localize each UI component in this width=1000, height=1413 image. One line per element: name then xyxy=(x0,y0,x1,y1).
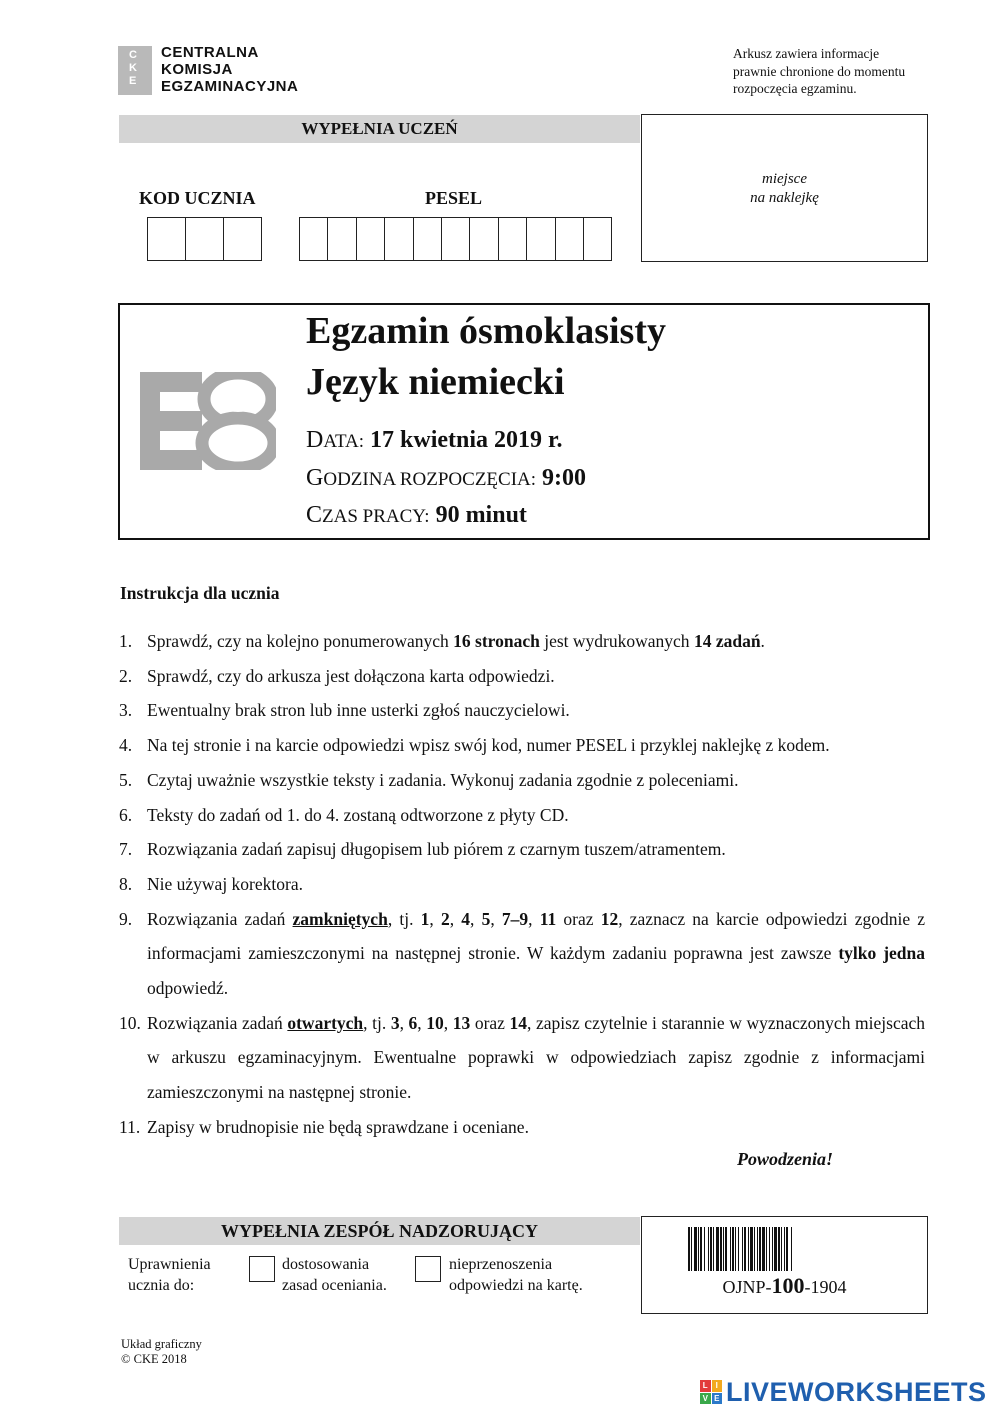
exam-subject: Język niemiecki xyxy=(306,361,565,403)
kod-ucznia-cell[interactable] xyxy=(148,218,186,260)
barcode-bar xyxy=(781,1227,782,1271)
pesel-cell[interactable] xyxy=(584,218,611,260)
barcode-bar xyxy=(762,1227,765,1271)
cke-logo-char: K xyxy=(129,62,137,74)
instruction-item xyxy=(119,659,925,694)
barcode-bar xyxy=(769,1227,770,1271)
start-label: ODZINA ROZPOCZĘCIA: xyxy=(323,469,537,490)
barcode-bar xyxy=(750,1227,753,1271)
duration-value: 90 minut xyxy=(435,502,527,528)
duration-label: C xyxy=(306,502,323,528)
instruction-item xyxy=(119,1110,925,1145)
liveworksheets-watermark xyxy=(700,1378,987,1406)
instruction-text xyxy=(147,728,925,763)
instruction-fragment: Czytaj uważnie wszystkie teksty i zadania. Wykonuj zadania zgodnie z poleceniami. xyxy=(147,769,739,790)
barcode-bar xyxy=(704,1227,705,1271)
instruction-text xyxy=(147,867,925,902)
instruction-item xyxy=(119,624,925,659)
instruction-text xyxy=(147,624,925,659)
barcode-bar xyxy=(791,1227,792,1271)
instruction-bold: 14 xyxy=(509,1012,528,1033)
date-label: ATA: xyxy=(323,431,365,452)
barcode-bar xyxy=(723,1227,724,1271)
instruction-fragment: , xyxy=(490,908,502,929)
barcode-bar xyxy=(754,1227,755,1271)
date-value: 17 kwietnia 2019 r. xyxy=(370,427,563,453)
pesel-cell[interactable] xyxy=(300,218,328,260)
start-value: 9:00 xyxy=(542,465,587,491)
kod-ucznia-field[interactable] xyxy=(147,217,262,261)
barcode-bar xyxy=(698,1227,699,1271)
instruction-number: 5. xyxy=(119,769,133,790)
instruction-fragment: Rozwiązania zadań zapisuj długopisem lub piórem z czarnym tuszem/atramentem. xyxy=(147,839,726,860)
instruction-fragment: , xyxy=(470,908,482,929)
instruction-fragment: , xyxy=(443,1012,453,1033)
instruction-text xyxy=(147,659,925,694)
instruction-fragment: . xyxy=(760,631,765,651)
instruction-item xyxy=(119,728,925,763)
instruction-bold: 13 xyxy=(452,1012,471,1033)
instruction-text xyxy=(147,1006,925,1110)
instruction-fragment: , zapisz czytelnie i starannie w wyznaczonych miejscach w arkuszu egzaminacyjnym. Ewentualne poprawki w odpowiedziach zapisz zgodnie z informacjami zamieszczonymi na następnej stronie. xyxy=(147,1012,926,1103)
instruction-text xyxy=(147,763,925,798)
instructions-list xyxy=(119,624,925,1145)
instruction-item xyxy=(119,902,925,1006)
barcode-bar xyxy=(742,1227,743,1271)
barcode-bar xyxy=(748,1227,749,1271)
instruction-bold: tylko jedna xyxy=(838,943,925,964)
pesel-cell[interactable] xyxy=(442,218,470,260)
instruction-text xyxy=(147,832,925,867)
instruction-text xyxy=(147,693,925,728)
legal-notice-line: rozpoczęcia egzaminu. xyxy=(733,81,857,96)
exam-title: Egzamin ósmoklasisty xyxy=(306,310,666,352)
exam-duration xyxy=(306,500,527,532)
barcode-box xyxy=(641,1216,928,1314)
instruction-emphasis: otwartych xyxy=(287,1012,364,1033)
rights-label xyxy=(128,1254,211,1296)
lw-icon-letter: I xyxy=(712,1380,723,1392)
lw-icon-letter: V xyxy=(700,1393,711,1405)
instruction-fragment: Zapisy w brudnopisie nie będą sprawdzane i oceniane. xyxy=(147,1116,529,1137)
instruction-fragment: , zaznacz na karcie odpowiedzi zgodnie z informacjami zamieszczonymi na następnej stronie. W każdym zadaniu poprawna jest zawsze xyxy=(147,908,926,964)
org-name xyxy=(161,44,298,95)
no-transfer-line: odpowiedzi na kartę. xyxy=(449,1277,583,1294)
student-band-title: WYPEŁNIA UCZEŃ xyxy=(119,115,640,143)
instruction-bold: 12 xyxy=(600,908,619,929)
instruction-number: 6. xyxy=(119,804,133,825)
instruction-fragment: Ewentualny brak stron lub inne usterki zgłoś nauczycielowi. xyxy=(147,700,570,721)
instruction-text xyxy=(147,902,925,1006)
kod-ucznia-label: KOD UCZNIA xyxy=(139,188,256,208)
sticker-label-line: miejsce xyxy=(762,171,807,187)
pesel-cell[interactable] xyxy=(470,218,498,260)
footer-line: © CKE 2018 xyxy=(121,1352,187,1366)
supervisor-band-title: WYPEŁNIA ZESPÓŁ NADZORUJĄCY xyxy=(119,1217,640,1245)
cke-logo-letter xyxy=(129,49,137,88)
instruction-fragment: jest wydrukowanych xyxy=(539,631,694,651)
barcode-icon xyxy=(688,1227,882,1271)
sheet-code-suffix: -1904 xyxy=(804,1277,847,1297)
instruction-item xyxy=(119,693,925,728)
footer-credit xyxy=(121,1337,202,1367)
instruction-fragment: Sprawdź, czy na kolejno ponumerowanych xyxy=(147,631,454,651)
barcode-bar xyxy=(759,1227,761,1271)
barcode-bar xyxy=(784,1227,785,1271)
instruction-item xyxy=(119,867,925,902)
barcode-bar xyxy=(738,1227,739,1271)
barcode-bar xyxy=(713,1227,714,1271)
barcode-bar xyxy=(708,1227,709,1271)
org-name-line: KOMISJA xyxy=(161,61,233,78)
barcode-bar xyxy=(766,1227,767,1271)
instruction-number: 4. xyxy=(119,735,133,756)
instruction-fragment: , tj. xyxy=(387,908,421,929)
instruction-fragment: oraz xyxy=(470,1012,510,1033)
rights-label-line: ucznia do: xyxy=(128,1277,195,1294)
cke-logo-char: C xyxy=(129,49,137,61)
barcode-bar xyxy=(730,1227,731,1271)
instruction-fragment: odpowiedź. xyxy=(147,978,229,999)
barcode-bar xyxy=(735,1227,736,1271)
instruction-item xyxy=(119,763,925,798)
e8-logo xyxy=(140,372,276,470)
sheet-code xyxy=(642,1273,927,1299)
instruction-number: 2. xyxy=(119,665,133,686)
instruction-fragment: Rozwiązania zadań xyxy=(147,908,293,929)
instruction-text xyxy=(147,798,925,833)
barcode-bar xyxy=(725,1227,727,1271)
barcode-bar xyxy=(691,1227,692,1271)
sticker-area xyxy=(641,114,928,262)
date-label: D xyxy=(306,427,324,453)
instruction-item xyxy=(119,832,925,867)
instruction-fragment: Sprawdź, czy do arkusza jest dołączona karta odpowiedzi. xyxy=(147,665,555,686)
good-luck-text: Powodzenia! xyxy=(737,1149,834,1169)
rights-label-line: Uprawnienia xyxy=(128,1256,211,1273)
instruction-bold: 5 xyxy=(481,908,491,929)
adjust-grading-line: zasad oceniania. xyxy=(282,1277,387,1294)
barcode-bar xyxy=(720,1227,722,1271)
sticker-label-line: na naklejkę xyxy=(750,190,819,206)
instruction-number: 8. xyxy=(119,873,133,894)
sheet-code-number: 100 xyxy=(771,1273,805,1298)
exam-start-time xyxy=(306,463,586,495)
kod-ucznia-cell[interactable] xyxy=(224,218,261,260)
instruction-number: 7. xyxy=(119,839,133,860)
instruction-item xyxy=(119,1006,925,1110)
barcode-bar xyxy=(774,1227,777,1271)
instruction-bold: 2 xyxy=(440,908,450,929)
start-label: G xyxy=(306,465,324,491)
cke-logo-mark xyxy=(118,46,152,95)
instruction-fragment: , xyxy=(417,1012,427,1033)
instruction-fragment: , tj. xyxy=(363,1012,391,1033)
lw-icon-letter: E xyxy=(712,1393,723,1405)
footer-line: Układ graficzny xyxy=(121,1337,202,1351)
barcode-bar xyxy=(694,1227,697,1271)
instruction-fragment: , xyxy=(399,1012,409,1033)
instruction-number: 11. xyxy=(119,1116,141,1137)
legal-notice xyxy=(733,45,905,98)
instruction-fragment: Na tej stronie i na karcie odpowiedzi wpisz swój kod, numer PESEL i przyklej naklejkę z kodem. xyxy=(147,735,830,756)
legal-notice-line: prawnie chronione do momentu xyxy=(733,63,906,79)
adjust-grading-line: dostosowania xyxy=(282,1256,370,1273)
barcode-bar xyxy=(716,1227,719,1271)
barcode-bar xyxy=(772,1227,773,1271)
pesel-cell[interactable] xyxy=(357,218,385,260)
no-transfer-label xyxy=(449,1254,583,1296)
sticker-label xyxy=(642,170,927,208)
instruction-fragment: Teksty do zadań od 1. do 4. zostaną odtworzone z płyty CD. xyxy=(147,804,569,825)
org-name-line: CENTRALNA xyxy=(161,44,259,61)
barcode-bar xyxy=(744,1227,746,1271)
instruction-text xyxy=(147,1110,925,1145)
pesel-cell[interactable] xyxy=(385,218,413,260)
instruction-fragment: , xyxy=(429,908,441,929)
legal-notice-line: Arkusz zawiera informacje xyxy=(733,46,880,61)
instruction-fragment: Nie używaj korektora. xyxy=(147,873,303,894)
pesel-label: PESEL xyxy=(425,188,483,208)
sheet-code-prefix: OJNP- xyxy=(722,1277,772,1297)
instruction-number: 9. xyxy=(119,908,133,929)
org-name-line: EGZAMINACYJNA xyxy=(161,78,299,95)
kod-ucznia-cell[interactable] xyxy=(186,218,224,260)
instruction-number: 10. xyxy=(119,1012,141,1033)
instruction-number: 3. xyxy=(119,700,133,721)
pesel-field[interactable] xyxy=(299,217,612,261)
instruction-fragment: , xyxy=(449,908,462,929)
instruction-fragment: Rozwiązania zadań xyxy=(147,1012,288,1033)
barcode-bar xyxy=(700,1227,702,1271)
instruction-bold: 1 xyxy=(420,908,430,929)
no-transfer-checkbox[interactable] xyxy=(415,1256,441,1282)
lw-icon-letter: L xyxy=(700,1380,711,1392)
instruction-bold: 14 zadań xyxy=(693,631,761,651)
barcode-bar xyxy=(786,1227,788,1271)
instruction-bold: 4 xyxy=(461,908,471,929)
barcode-bar xyxy=(710,1227,712,1271)
pesel-cell[interactable] xyxy=(499,218,527,260)
instruction-bold: 7–9 xyxy=(501,908,529,929)
liveworksheets-text: LIVEWORKSHEETS xyxy=(726,1376,987,1407)
adjust-grading-checkbox[interactable] xyxy=(249,1256,275,1282)
instruction-item xyxy=(119,798,925,833)
instructions-heading: Instrukcja dla ucznia xyxy=(120,583,280,603)
instruction-number: 1. xyxy=(119,631,133,651)
adjust-grading-label xyxy=(282,1254,387,1296)
duration-label: ZAS PRACY: xyxy=(322,506,430,527)
instruction-bold: 16 stronach xyxy=(453,631,540,651)
pesel-cell[interactable] xyxy=(527,218,555,260)
exam-date xyxy=(306,425,563,457)
barcode-bar xyxy=(732,1227,734,1271)
pesel-cell[interactable] xyxy=(414,218,442,260)
liveworksheets-icon xyxy=(700,1380,722,1404)
pesel-cell[interactable] xyxy=(328,218,356,260)
cke-logo-char: E xyxy=(129,75,137,87)
no-transfer-line: nieprzenoszenia xyxy=(449,1256,553,1273)
barcode-bar xyxy=(757,1227,758,1271)
instruction-bold: 11 xyxy=(539,908,557,929)
barcode-bar xyxy=(688,1227,690,1271)
instruction-fragment: oraz xyxy=(556,908,601,929)
instruction-fragment: , xyxy=(528,908,540,929)
instruction-emphasis: zamkniętych xyxy=(292,908,388,929)
pesel-cell[interactable] xyxy=(556,218,584,260)
instruction-bold: 6 xyxy=(408,1012,418,1033)
barcode-bar xyxy=(778,1227,780,1271)
instruction-bold: 3 xyxy=(390,1012,400,1033)
instruction-bold: 10 xyxy=(426,1012,444,1033)
